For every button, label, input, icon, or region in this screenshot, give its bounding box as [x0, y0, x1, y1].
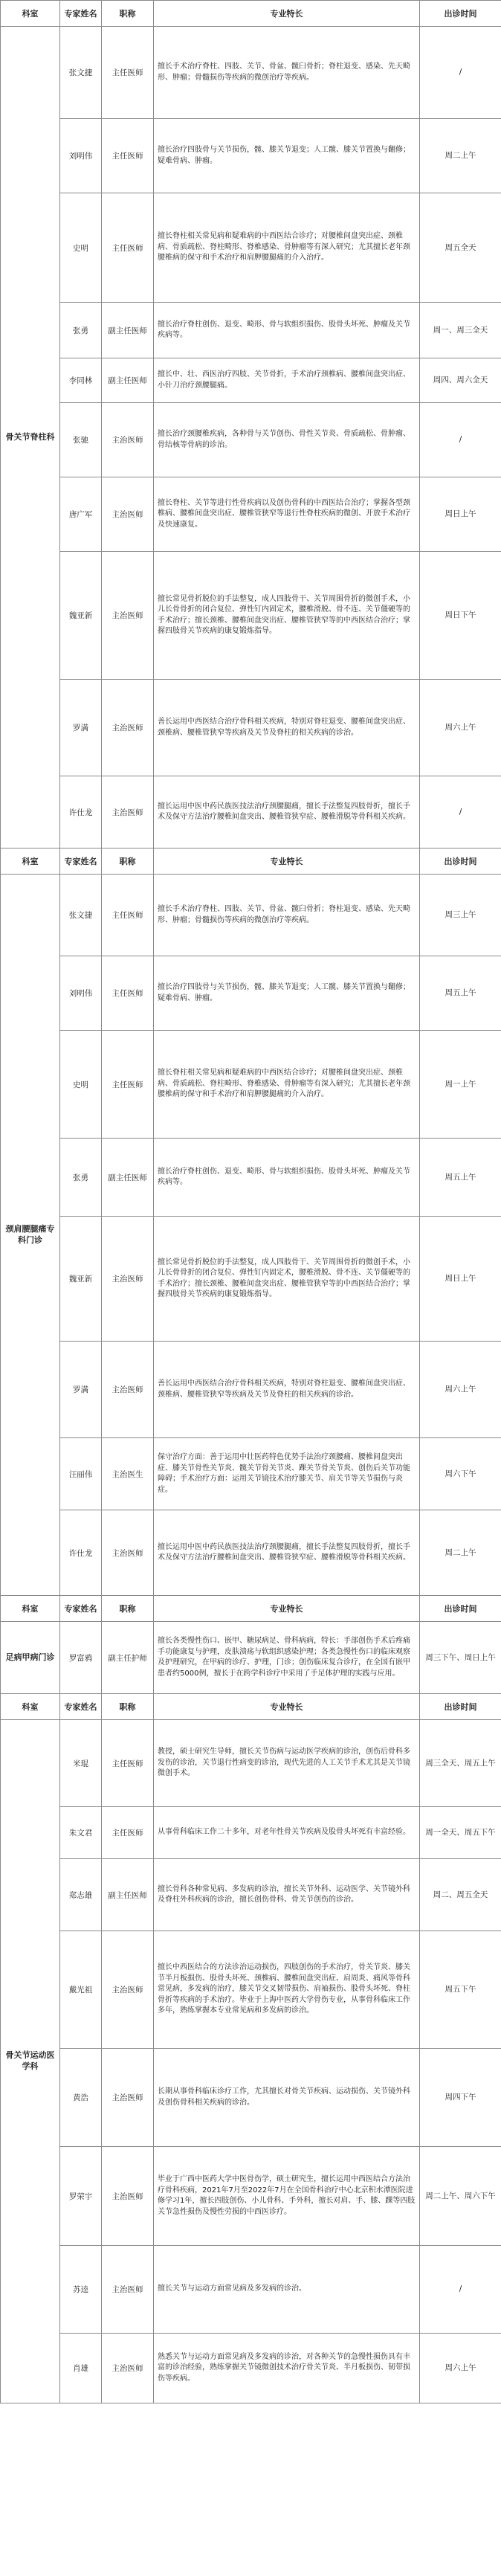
doctor-title: 主任医师 [102, 1807, 154, 1859]
doctor-specialty: 保守治疗方面：善于运用中壮医药特色优势手法治疗颈腰痛、腰椎间盘突出症、膝关节骨性关节炎、髋关节骨关节炎、踝关节骨关节炎、创伤后关节功能障碍；手术治疗方面：运用关节镜技术治疗膝关节、肩关节等关节损伤与炎症。 [154, 1438, 420, 1510]
doctor-title: 主任医师 [102, 27, 154, 119]
doctor-title: 副主任医师 [102, 1859, 154, 1931]
header-clinic-time: 出诊时间 [420, 1, 501, 27]
doctor-specialty: 长期从事骨科临床诊疗工作，尤其擅长对骨关节疾病、运动损伤、关节镜外科及创伤骨科相关疾病的诊治。 [154, 2049, 420, 2147]
doctor-name: 肖雄 [60, 2334, 102, 2403]
doctor-row [1, 2334, 501, 2403]
doctor-title: 主治医生 [102, 1438, 154, 1510]
doctor-row [1, 1859, 501, 1931]
clinic-time: 周六上午 [420, 680, 501, 776]
doctor-name: 张文捷 [60, 27, 102, 119]
doctor-title: 主治医师 [102, 403, 154, 477]
header-department: 科室 [1, 849, 60, 875]
header-expert-name: 专家姓名 [60, 1694, 102, 1720]
doctor-row [1, 875, 501, 956]
doctor-specialty: 擅长治疗四肢骨与关节损伤，髋、膝关节退变；人工髋、膝关节置换与翻修；疑难骨病、肿瘤。 [154, 956, 420, 1031]
doctor-row [1, 2049, 501, 2147]
clinic-time: 周一上午 [420, 1031, 501, 1139]
doctor-specialty: 擅长治疗脊柱创伤、退变、畸形、骨与软组织损伤、股骨头坏死、肿瘤及关节疾病等。 [154, 303, 420, 358]
clinic-time: / [420, 27, 501, 119]
clinic-time: 周日上午 [420, 477, 501, 552]
doctor-title: 主治医师 [102, 552, 154, 680]
doctor-title: 主任医师 [102, 1720, 154, 1807]
doctor-name: 史明 [60, 193, 102, 303]
header-department: 科室 [1, 1, 60, 27]
doctor-title: 主治医师 [102, 1217, 154, 1342]
doctor-row [1, 552, 501, 680]
clinic-time: 周六上午 [420, 1342, 501, 1438]
header-clinic-time: 出诊时间 [420, 849, 501, 875]
header-specialty: 专业特长 [154, 849, 420, 875]
doctor-specialty: 熟悉关节与运动方面常见病及多发病的诊治，对各种关节的急慢性损伤具有丰富的诊治经验，熟练掌握关节镜微创技术治疗骨关节炎、半月板损伤、韧带损伤等疾病。 [154, 2334, 420, 2403]
header-specialty: 专业特长 [154, 1, 420, 27]
clinic-time: / [420, 403, 501, 477]
clinic-time: 周一全天、周五下午 [420, 1807, 501, 1859]
doctor-row [1, 1720, 501, 1807]
doctor-title: 副主任医师 [102, 358, 154, 403]
doctor-row [1, 477, 501, 552]
header-department: 科室 [1, 1694, 60, 1720]
doctor-name: 张勇 [60, 303, 102, 358]
doctor-name: 罗荣宇 [60, 2147, 102, 2246]
doctor-specialty: 善长运用中西医结合治疗骨科相关疾病，特别对脊柱退变、腰椎间盘突出症、颈椎病、腰椎管狭窄等疾病及关节及脊柱的相关疾病的诊治。 [154, 680, 420, 776]
doctor-title: 主治医师 [102, 2246, 154, 2334]
doctor-specialty: 擅长手术治疗脊柱、四肢、关节、骨盆、髋臼骨折；脊柱退变、感染、先天畸形、肿瘤；骨髓损伤等疾病的微创治疗等疾病。 [154, 875, 420, 956]
doctor-row [1, 1139, 501, 1217]
doctor-name: 张勇 [60, 1139, 102, 1217]
department-name: 骨关节运动医学科 [1, 1720, 60, 2403]
doctor-name: 戴光祖 [60, 1931, 102, 2049]
header-clinic-time: 出诊时间 [420, 1694, 501, 1720]
doctor-name: 李同林 [60, 358, 102, 403]
header-expert-name: 专家姓名 [60, 1596, 102, 1622]
clinic-time: / [420, 776, 501, 849]
doctor-specialty: 擅长骨科各种常见病、多发病的诊治，擅长关节外科、运动医学、关节镜外科及脊柱外科疾病的诊治，擅长创伤骨科、骨关节创伤的诊治。 [154, 1859, 420, 1931]
doctor-specialty: 从事骨科临床工作二十多年，对老年性骨关节疾病及股骨头坏死有丰富经验。 [154, 1807, 420, 1859]
header-title: 职称 [102, 1596, 154, 1622]
clinic-time: 周二上午 [420, 119, 501, 193]
doctor-title: 主治医师 [102, 477, 154, 552]
doctor-title: 主任医师 [102, 193, 154, 303]
doctor-specialty: 擅长脊柱相关常见病和疑难病的中西医结合诊疗；对腰椎间盘突出症、颈椎病、骨质疏松、脊柱畸形、脊椎感染、骨肿瘤等有深入研究；尤其擅长老年颈腰椎病的保守和手术治疗和肩胛腰腿痛的介入治疗。 [154, 1031, 420, 1139]
doctor-row [1, 193, 501, 303]
doctor-title: 主治医师 [102, 2049, 154, 2147]
doctor-row [1, 358, 501, 403]
clinic-time: 周日上午 [420, 1217, 501, 1342]
doctor-name: 刘明伟 [60, 119, 102, 193]
doctor-title: 主任医师 [102, 119, 154, 193]
section-header-row [1, 1, 501, 27]
doctor-row [1, 2147, 501, 2246]
header-title: 职称 [102, 1694, 154, 1720]
doctor-title: 副主任医师 [102, 303, 154, 358]
doctor-name: 苏逵 [60, 2246, 102, 2334]
clinic-time: 周五上午 [420, 956, 501, 1031]
doctor-row [1, 956, 501, 1031]
doctor-name: 张驰 [60, 403, 102, 477]
section-header-row [1, 1694, 501, 1720]
doctor-specialty: 擅长脊柱相关常见病和疑难病的中西医结合诊疗；对腰椎间盘突出症、颈椎病、骨质疏松、脊柱畸形、脊椎感染、骨肿瘤等有深入研究；尤其擅长老年颈腰椎病的保守和手术治疗和肩胛腰腿痛的介入治疗。 [154, 193, 420, 303]
department-name: 骨关节脊柱科 [1, 27, 60, 849]
doctor-name: 刘明伟 [60, 956, 102, 1031]
doctor-row [1, 303, 501, 358]
doctor-row [1, 1510, 501, 1596]
clinic-time: 周五上午 [420, 1139, 501, 1217]
doctor-specialty: 擅长常见骨折脱位的手法整复，成人四肢骨干、关节周围骨折的微创手术，小儿长骨骨折的闭合复位、弹性钉内固定术，腰椎滑脱、骨不连、关节僵硬等的手术治疗；擅长颈椎、腰椎间盘突出症、腰椎管狭窄等的中西医结合治疗；掌握四肢骨关节疾病的康复锻炼指导。 [154, 1217, 420, 1342]
section-header-row [1, 1596, 501, 1622]
doctor-row [1, 1217, 501, 1342]
doctor-specialty: 擅长运用中医中药民族医技法治疗颈腰腿痛，擅长手法整复四肢骨折，擅长手术及保守方法治疗腰椎间盘突出、腰椎管狭窄症、腰椎滑脱等骨科相关疾病。 [154, 1510, 420, 1596]
doctor-name: 郑志雄 [60, 1859, 102, 1931]
doctor-row [1, 1807, 501, 1859]
doctor-specialty: 擅长中、壮、西医治疗四肢、关节骨折，手术治疗颈椎病、腰椎间盘突出症、小针刀治疗颈腰腿痛。 [154, 358, 420, 403]
clinic-time: / [420, 2246, 501, 2334]
doctor-title: 主治医师 [102, 1342, 154, 1438]
doctor-row [1, 1342, 501, 1438]
doctor-row [1, 1931, 501, 2049]
doctor-specialty: 擅长关节与运动方面常见病及多发病的诊治。 [154, 2246, 420, 2334]
doctor-specialty: 擅长治疗四肢骨与关节损伤，髋、膝关节退变；人工髋、膝关节置换与翻修；疑难骨病、肿瘤。 [154, 119, 420, 193]
doctor-name: 张文捷 [60, 875, 102, 956]
doctor-specialty: 教授，硕士研究生导师，擅长关节伤病与运动医学疾病的诊治，创伤后骨科多发伤的诊治，关节退行性病变的诊治，现代先进的人工关节手术尤其是关节镜微创手术。 [154, 1720, 420, 1807]
doctor-specialty: 擅长各类慢性伤口、嵌甲、糖尿病足、骨科病病，特长：手部创伤手术后疼痛手功能康复与护理，皮肤溃疡与软组织感染护理；各类急慢性伤口的临床观察及护理研究，在甲病的诊疗、护理，门诊；创伤临床复合诊疗，在全国有嵌甲患者约5000例，擅长于在跨学科诊疗中采用了手足体护理的实践与应用。 [154, 1622, 420, 1694]
doctor-specialty: 擅长中西医结合的方法诊治运动损伤，四肢创伤的手术治疗，骨关节炎、膝关节半月板损伤、股骨头坏死、颈椎病、腰椎间盘突出症、肩周炎、痛风等骨科常见病，多发病的治疗，膝关节交叉韧带损伤、肩袖损伤、股骨头坏死、脊柱骨折等疾病的手术治疗。毕业于上海中医药大学骨伤专业，从事骨科临床工作多年，熟练掌握本专业常见病和多发病的诊治。 [154, 1931, 420, 2049]
clinic-time: 周三上午 [420, 875, 501, 956]
doctor-specialty: 擅长常见骨折脱位的手法整复，成人四肢骨干、关节周围骨折的微创手术，小儿长骨骨折的闭合复位、弹性钉内固定术，腰椎滑脱、骨不连、关节僵硬等的手术治疗；擅长颈椎、腰椎间盘突出症、腰椎管狭窄等的中西医结合治疗；掌握四肢骨关节疾病的康复锻炼指导。 [154, 552, 420, 680]
doctor-row [1, 2246, 501, 2334]
clinic-time: 周一、周三全天 [420, 303, 501, 358]
doctor-name: 米琨 [60, 1720, 102, 1807]
doctor-specialty: 擅长运用中医中药民族医技法治疗颈腰腿痛，擅长手法整复四肢骨折，擅长手术及保守方法治疗腰椎间盘突出、腰椎管狭窄症、腰椎滑脱等骨科相关疾病。 [154, 776, 420, 849]
header-title: 职称 [102, 1, 154, 27]
doctor-specialty: 善长运用中西医结合治疗骨科相关疾病，特别对脊柱退变、腰椎间盘突出症、颈椎病、腰椎管狭窄等疾病及关节及脊柱的相关疾病的诊治。 [154, 1342, 420, 1438]
doctor-name: 汪丽伟 [60, 1438, 102, 1510]
doctor-title: 副主任医师 [102, 1139, 154, 1217]
doctor-title: 主任医师 [102, 875, 154, 956]
doctor-row [1, 27, 501, 119]
doctor-specialty: 擅长治疗颈腰椎疾病，各种骨与关节创伤、骨性关节炎、骨质疏松、骨肿瘤、骨结核等骨病的诊治。 [154, 403, 420, 477]
doctor-row [1, 119, 501, 193]
department-name: 足病甲病门诊 [1, 1622, 60, 1694]
header-title: 职称 [102, 849, 154, 875]
clinic-time: 周三下午、周日上午 [420, 1622, 501, 1694]
doctor-row [1, 1622, 501, 1694]
doctor-row [1, 403, 501, 477]
clinic-time: 周二上午、周六下午 [420, 2147, 501, 2246]
clinic-time: 周五下午 [420, 1931, 501, 2049]
doctor-title: 主治医师 [102, 776, 154, 849]
clinic-time: 周二上午 [420, 1510, 501, 1596]
doctor-specialty: 擅长脊柱、关节等进行性骨疾病以及创伤骨科的中西医结合治疗；掌握各型颈椎病、腰椎间盘突出症、腰椎管狭窄等退行性脊柱疾病的微创、开放手术治疗及快速康复。 [154, 477, 420, 552]
doctor-name: 魏亚新 [60, 1217, 102, 1342]
doctor-name: 朱文君 [60, 1807, 102, 1859]
schedule-body [1, 1, 501, 2403]
header-expert-name: 专家姓名 [60, 849, 102, 875]
clinic-time: 周五全天 [420, 193, 501, 303]
doctor-name: 许仕龙 [60, 776, 102, 849]
doctor-title: 主任医师 [102, 1031, 154, 1139]
header-department: 科室 [1, 1596, 60, 1622]
doctor-row [1, 680, 501, 776]
doctor-name: 魏亚新 [60, 552, 102, 680]
doctor-name: 唐广军 [60, 477, 102, 552]
doctor-name: 罗满 [60, 1342, 102, 1438]
clinic-time: 周三全天、周五上午 [420, 1720, 501, 1807]
doctor-row [1, 1438, 501, 1510]
clinic-time: 周四、周六全天 [420, 358, 501, 403]
doctor-name: 黄浩 [60, 2049, 102, 2147]
doctor-name: 许仕龙 [60, 1510, 102, 1596]
department-name: 颈肩腰腿痛专科门诊 [1, 875, 60, 1596]
section-header-row [1, 849, 501, 875]
header-specialty: 专业特长 [154, 1694, 420, 1720]
clinic-time: 周二、周五全天 [420, 1859, 501, 1931]
doctor-title: 主治医师 [102, 680, 154, 776]
header-expert-name: 专家姓名 [60, 1, 102, 27]
header-specialty: 专业特长 [154, 1596, 420, 1622]
doctor-title: 主治医师 [102, 2334, 154, 2403]
clinic-time: 周日下午 [420, 552, 501, 680]
doctor-title: 主任医师 [102, 956, 154, 1031]
doctor-title: 主治医师 [102, 1510, 154, 1596]
doctor-specialty: 擅长治疗脊柱创伤、退变、畸形、骨与软组织损伤、股骨头坏死、肿瘤及关节疾病等。 [154, 1139, 420, 1217]
doctor-title: 主治医师 [102, 2147, 154, 2246]
doctor-name: 史明 [60, 1031, 102, 1139]
clinic-time: 周六下午 [420, 1438, 501, 1510]
header-clinic-time: 出诊时间 [420, 1596, 501, 1622]
clinic-time: 周四下午 [420, 2049, 501, 2147]
doctor-name: 罗富鸦 [60, 1622, 102, 1694]
doctor-specialty: 擅长手术治疗脊柱、四肢、关节、骨盆、髋臼骨折；脊柱退变、感染、先天畸形、肿瘤；骨髓损伤等疾病的微创治疗等疾病。 [154, 27, 420, 119]
doctor-title: 副主任护师 [102, 1622, 154, 1694]
doctor-row [1, 776, 501, 849]
clinic-time: 周六上午 [420, 2334, 501, 2403]
doctor-title: 主治医师 [102, 1931, 154, 2049]
doctor-specialty: 毕业于广西中医药大学中医骨伤学，硕士研究生，擅长运用中西医结合方法治疗骨科疾病，2021年7月至2022年7月在全国骨科治疗中心北京积水潭医院进修学习1年，擅长四肢创伤、小儿骨科、手外科，擅长对肩、手、膝、踝等四肢关节急性损伤及慢性劳损的中西医诊疗。 [154, 2147, 420, 2246]
doctor-row [1, 1031, 501, 1139]
doctor-name: 罗满 [60, 680, 102, 776]
